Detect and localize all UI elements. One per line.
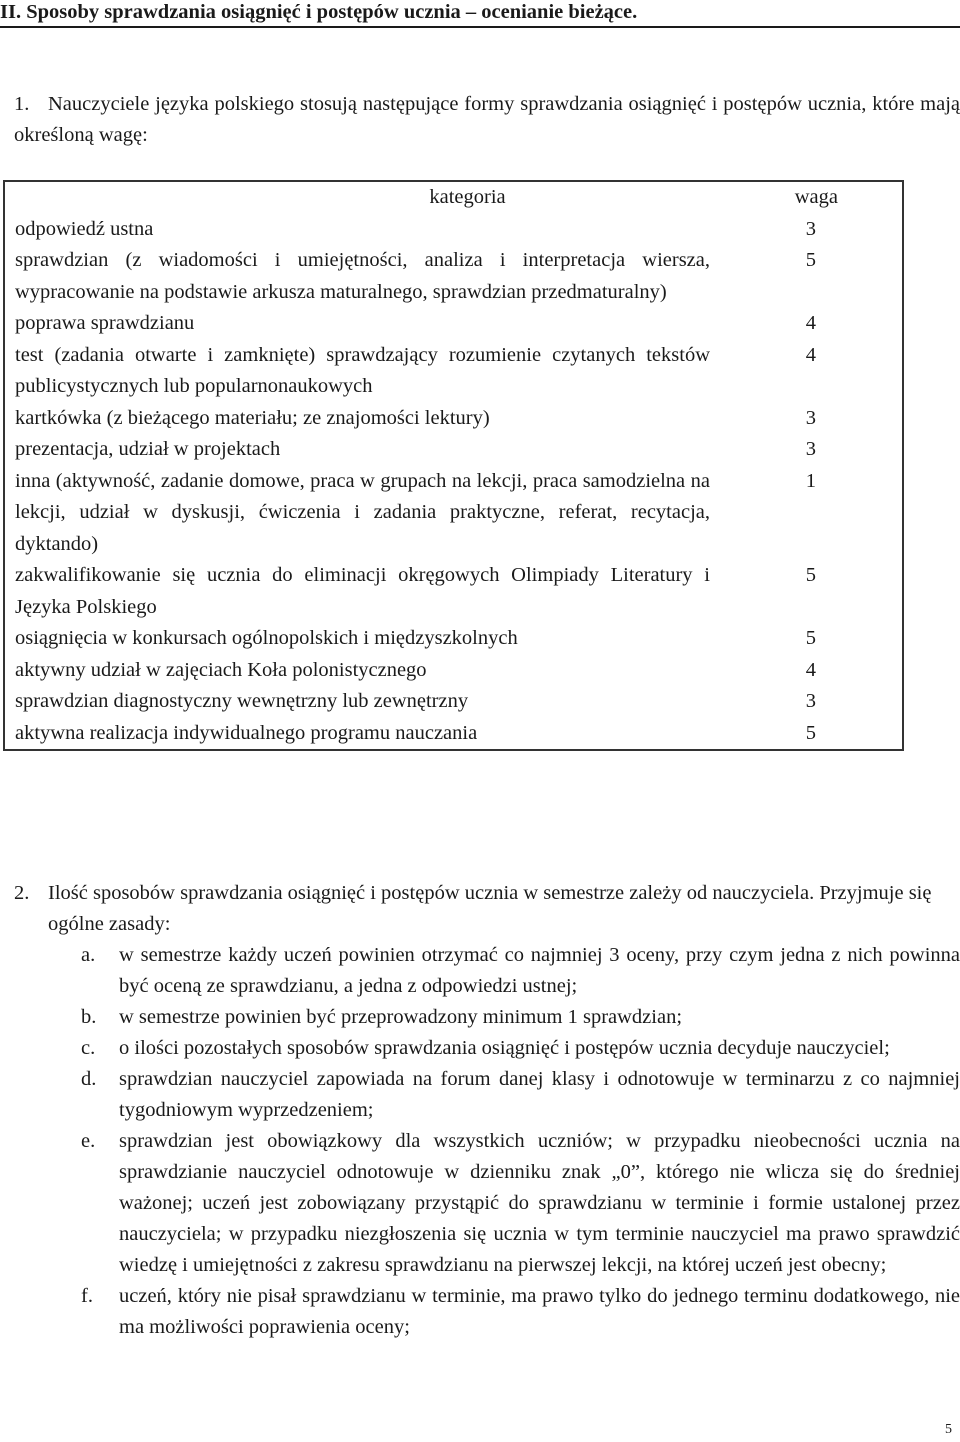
- table-row: [4, 434, 903, 466]
- row-weight: 4: [805, 343, 816, 366]
- row-category: aktywny udział w zajęciach Koła polonistycznego: [15, 658, 427, 681]
- row-weight: 5: [805, 721, 816, 744]
- section-2-intro: [14, 878, 960, 940]
- section-1-text: Nauczyciele języka polskiego stosują następujące formy sprawdzania osiągnięć i postępów ucznia, które mają określoną wagę:: [14, 93, 960, 146]
- row-weight: 4: [805, 312, 816, 334]
- list-item: [14, 940, 960, 1002]
- section-heading: II. Sposoby sprawdzania osiągnięć i postępów ucznia – ocenianie bieżące.: [0, 0, 960, 28]
- row-category: kartkówka (z bieżącego materiału; ze znajomości lektury): [15, 406, 490, 429]
- list-item-text: w semestrze każdy uczeń powinien otrzymać co najmniej 3 oceny, przy czym jedna z nich powinna być oceną ze sprawdzianu, a jedna z odpowiedzi ustnej;: [119, 944, 960, 997]
- row-weight: 4: [805, 658, 816, 681]
- row-category: sprawdzian diagnostyczny wewnętrzny lub zewnętrzny: [15, 690, 469, 712]
- row-weight: 3: [805, 217, 816, 240]
- list-item-text: uczeń, który nie pisał sprawdzianu w terminie, ma prawo tylko do jednego terminu dodatkowego, nie ma możliwości poprawienia oceny;: [119, 1285, 960, 1338]
- section-1-number: 1.: [14, 93, 30, 115]
- table-row: [4, 686, 903, 718]
- row-weight: 5: [805, 249, 816, 271]
- section-1-paragraph: [14, 89, 960, 151]
- header-category: kategoria: [429, 186, 506, 208]
- row-category: test (zadania otwarte i zamknięte) sprawdzający rozumienie czytanych tekstów publicystycznych lub popularnonaukowych: [15, 343, 710, 397]
- table-row: [4, 655, 903, 687]
- list-item: [14, 1033, 960, 1064]
- row-category: aktywna realizacja indywidualnego programu nauczania: [15, 721, 478, 744]
- row-weight: 3: [805, 406, 816, 429]
- row-weight: 1: [805, 469, 816, 492]
- row-category: poprawa sprawdzianu: [15, 312, 195, 334]
- list-item-letter: a.: [81, 944, 96, 966]
- table-row: [4, 560, 903, 623]
- table-row: [4, 403, 903, 435]
- table-row: [4, 623, 903, 655]
- list-item-letter: b.: [81, 1006, 97, 1028]
- section-2-text: Ilość sposobów sprawdzania osiągnięć i postępów ucznia w semestrze zależy od nauczyciela. Przyjmuje się ogólne zasady:: [48, 882, 932, 935]
- table-row: [4, 466, 903, 561]
- table-row: [4, 718, 903, 751]
- list-item-letter: d.: [81, 1068, 97, 1090]
- weights-table: [3, 180, 904, 751]
- row-category: odpowiedź ustna: [15, 217, 154, 240]
- row-weight: 5: [805, 564, 816, 586]
- table-row: [4, 308, 903, 340]
- list-item-text: w semestrze powinien być przeprowadzony minimum 1 sprawdzian;: [119, 1006, 683, 1028]
- section-2-number: 2.: [14, 882, 30, 904]
- list-item-text: o ilości pozostałych sposobów sprawdzania osiągnięć i postępów ucznia decyduje nauczyciel;: [119, 1037, 890, 1059]
- page-number: 5: [945, 1422, 952, 1437]
- row-category: inna (aktywność, zadanie domowe, praca w grupach na lekcji, praca samodzielna na lekcji, udział w dyskusji, ćwiczenia i zadania praktyczne, referat, recytacja, dyktando): [15, 469, 710, 555]
- list-item: [14, 1002, 960, 1033]
- list-item-letter: c.: [81, 1037, 96, 1059]
- list-item-text: sprawdzian nauczyciel zapowiada na forum danej klasy i odnotowuje w terminarzu z co najmniej tygodniowym wyprzedzeniem;: [119, 1068, 960, 1121]
- row-weight: 3: [805, 438, 816, 460]
- row-category: zakwalifikowanie się ucznia do eliminacji okręgowych Olimpiady Literatury i Języka Polskiego: [15, 564, 710, 618]
- row-category: sprawdzian (z wiadomości i umiejętności, analiza i interpretacja wiersza, wypracowanie na podstawie arkusza maturalnego, sprawdzian przedmaturalny): [15, 249, 710, 303]
- list-item-letter: e.: [81, 1130, 96, 1152]
- row-category: osiągnięcia w konkursach ogólnopolskich i międzyszkolnych: [15, 627, 518, 649]
- table-row: [4, 245, 903, 308]
- list-item: [14, 1281, 960, 1343]
- list-item: [14, 1126, 960, 1281]
- list-item-text: sprawdzian jest obowiązkowy dla wszystkich uczniów; w przypadku nieobecności ucznia na sprawdzianie nauczyciel odnotowuje w dzienniku znak „0”, którego nie wlicza się do średniej ważonej; uczeń jest zobowiązany przystąpić do sprawdzianu w terminie i formie ustalonej przez nauczyciela; w przypadku niezgłoszenia się ucznia w tym terminie nauczyciel ma prawo sprawdzić wiedzę i umiejętności z zakresu sprawdzianu na pierwszej lekcji, na której uczeń jest obecny;: [119, 1130, 960, 1276]
- row-weight: 5: [805, 627, 816, 649]
- table-row: [4, 340, 903, 403]
- table-header-row: [4, 181, 903, 214]
- list-item-letter: f.: [81, 1285, 93, 1307]
- row-category: prezentacja, udział w projektach: [15, 438, 281, 460]
- table-row: [4, 214, 903, 246]
- rules-list: [14, 940, 960, 1343]
- section-2: [14, 878, 960, 1343]
- list-item: [14, 1064, 960, 1126]
- row-weight: 3: [805, 690, 816, 712]
- header-weight: waga: [794, 186, 838, 208]
